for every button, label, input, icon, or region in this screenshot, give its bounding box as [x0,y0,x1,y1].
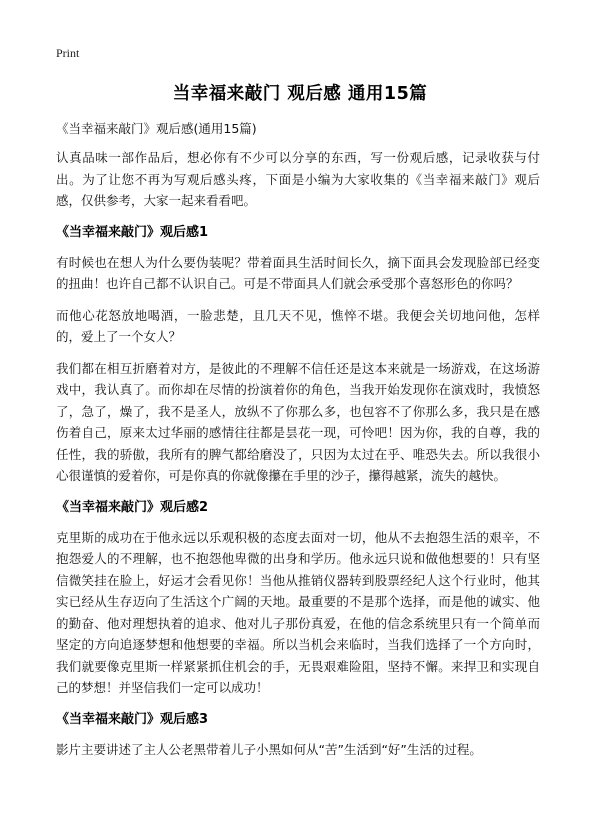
section-3-paragraph-1: 影片主要讲述了主人公老黑带着儿子小黑如何从“苦”生活到“好”生活的过程。 [56,741,482,757]
section-heading-1: 《当幸福来敲门》观后感1 [56,224,209,240]
section-1-paragraph-2: 而他心花怒放地喝酒，一脸悲楚，且几天不见，憔悴不堪。我便会关切地问他，怎样的，爱上了一个女人？ [56,307,540,344]
print-link[interactable]: Print [56,46,80,60]
intro-paragraph: 认真品味一部作品后，想必你有不少可以分享的东西，写一份观后感，记录收获与付出。为了让您不再为写观后感头疼，下面是小编为大家收集的《当幸福来敲门》观后感，仅供参考，大家一起来看看吧。 [56,150,540,208]
page-title: 当幸福来敲门 观后感 通用15篇 [172,84,428,104]
article-body [56,118,540,770]
section-1-paragraph-3: 我们都在相互折磨着对方，是彼此的不理解不信任还是这本来就是一场游戏，在这场游戏中，我认真了。而你却在尽情的扮演着你的角色，当我开始发现你在演戏时，我愤怒了，急了，燥了，我不是圣人，放纵不了你那么多，也包容不了你那么多，我只是在感伤着自己，原来太过华丽的感情往往都是昙花一现，可怜吧！因为你，我的自尊，我的任性，我的骄傲，我所有的脾气都给磨没了，只因为太过在乎、唯恐失去。所以我很小心很谨慎的爱着你，可是你真的你就像攥在手里的沙子，攥得越紧，流失的越快。 [56,360,540,483]
section-heading-2: 《当幸福来敲门》观后感2 [56,499,209,515]
section-2-paragraph-1: 克里斯的成功在于他永远以乐观积极的态度去面对一切，他从不去抱怨生活的艰辛，不抱怨爱人的不理解，也不抱怨他卑微的出身和学历。他永远只说和做他想要的！只有坚信微笑挂在脸上，好运才会看见你！当他从推销仪器转到股票经纪人这个行业时，他其实已经从生存迈向了生活这个广阔的天地。最重要的不是那个选择，而是他的诚实、他的勤奋、他对理想执着的追求、他对儿子那份真爱，在他的信念系统里只有一个简单而坚定的方向追逐梦想和他想要的幸福。所以当机会来临时，当我们选择了一个方向时，我们就要像克里斯一样紧紧抓住机会的手，无畏艰难险阻，坚持不懈。来捍卫和实现自己的梦想！并坚信我们一定可以成功！ [56,529,540,695]
section-heading-3: 《当幸福来敲门》观后感3 [56,711,209,727]
article-subtitle: 《当幸福来敲门》观后感(通用15篇) [56,121,257,136]
section-1-paragraph-1: 有时候也在想人为什么要伪装呢？带着面具生活时间长久，摘下面具会发现脸部已经变的扭曲！也许自己都不认识自己。可是不带面具人们就会承受那个喜怒形色的你吗？ [56,254,540,291]
